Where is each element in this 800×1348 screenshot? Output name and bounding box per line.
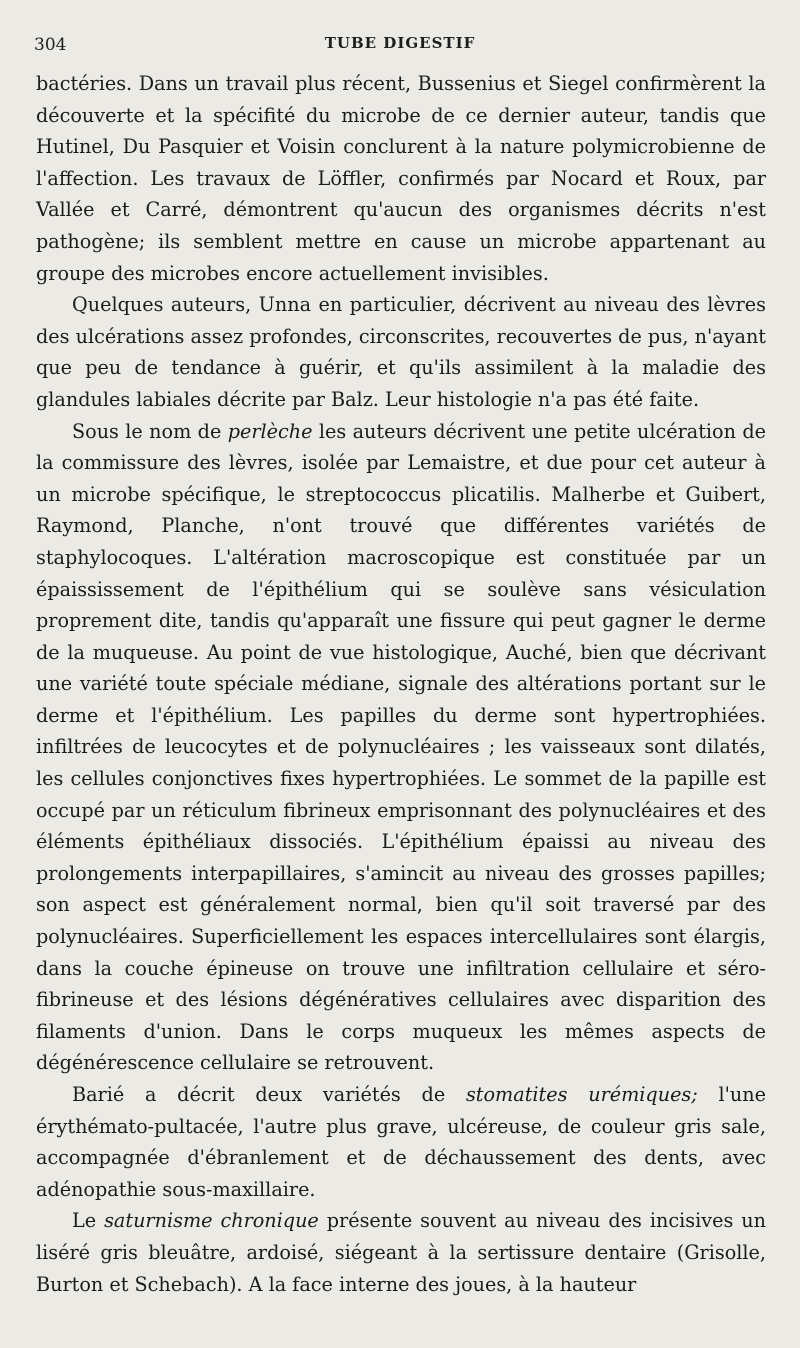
paragraph-5 bbox=[36, 1205, 766, 1300]
paragraph-1 bbox=[36, 68, 766, 289]
paragraph-4-text-b: l'une érythémato-pultacée, l'autre plus grave, ulcéreuse, de couleur gris sale, accompagnée d'ébranlement et de déchaussement des dents, avec adénopathie sous-maxillaire. bbox=[36, 1083, 766, 1201]
paragraph-3-text-b: les auteurs décrivent une petite ulcération de la commissure des lèvres, isolée par Lemaistre, et due pour cet auteur à un microbe spécifique, le streptococcus plicatilis. Malherbe et Guibert, Raymond, Planche, n'ont trouvé que différentes variétés de staphylocoques. L'altération macroscopique est constituée par un épaississement de l'épithélium qui se soulève sans vésiculation proprement dite, tandis qu'apparaît une fissure qui peut gagner le derme de la muqueuse. Au point de vue histologique, Auché, bien que décrivant une variété toute spéciale médiane, signale des altérations portant sur le derme et l'épithélium. Les papilles du derme sont hypertrophiées. infiltrées de leucocytes et de polynucléaires ; les vaisseaux sont dilatés, les cellules conjonctives fixes hypertrophiées. Le sommet de la papille est occupé par un réticulum fibrineux emprisonnant des polynucléaires et des éléments épithéliaux dissociés. L'épithélium épaissi au niveau des prolongements interpapillaires, s'amincit au niveau des grosses papilles; son aspect est généralement normal, bien qu'il soit traversé par des polynucléaires. Superficiellement les espaces intercellulaires sont élargis, dans la couche épineuse on trouve une infiltration cellulaire et séro-fibrineuse et des lésions dégénératives cellulaires avec disparition des filaments d'union. Dans le corps muqueux les mêmes aspects de dégénérescence cellulaire se retrouvent. bbox=[36, 419, 767, 1075]
paragraph-4-text-a: Barié a décrit deux variétés de bbox=[72, 1083, 466, 1106]
paragraph-3-italic-term: perlèche bbox=[227, 419, 313, 443]
body-text bbox=[36, 68, 766, 1300]
running-title: TUBE DIGESTIF bbox=[324, 34, 476, 52]
page-number: 304 bbox=[34, 35, 67, 55]
paragraph-5-text-a: Le bbox=[72, 1209, 105, 1233]
paragraph-4 bbox=[36, 1079, 766, 1205]
page-header bbox=[34, 30, 766, 58]
paragraph-1-text: bactéries. Dans un travail plus récent, Bussenius et Siegel confirmèrent la découverte et la spécifité du microbe de ce dernier auteur, tandis que Hutinel, Du Pasquier et Voisin conclurent à la nature polymicrobienne de l'affection. Les travaux de Löffler, confirmés par Nocard et Roux, par Vallée et Carré, démontrent qu'aucun des organismes décrits n'est pathogène; ils semblent mettre en cause un microbe appartenant au groupe des microbes encore actuellement invisibles. bbox=[36, 72, 766, 285]
paragraph-5-text-b: présente souvent au niveau des incisives un liséré gris bleuâtre, ardoisé, siégeant à la sertissure dentaire (Grisolle, Burton et Schebach). A la face interne des joues, à la hauteur bbox=[36, 1209, 766, 1296]
paragraph-3 bbox=[36, 416, 766, 1079]
paragraph-5-italic-term: saturnisme chronique bbox=[104, 1209, 319, 1233]
paragraph-4-italic-term: stomatites urémiques; bbox=[465, 1083, 698, 1106]
paragraph-2-text: Quelques auteurs, Unna en particulier, décrivent au niveau des lèvres des ulcérations assez profondes, circonscrites, recouvertes de pus, n'ayant que peu de tendance à guérir, et qu'ils assimilent à la maladie des glandules labiales décrite par Balz. Leur histologie n'a pas été faite. bbox=[36, 293, 767, 411]
paragraph-2 bbox=[36, 289, 766, 415]
paragraph-3-text-a: Sous le nom de bbox=[72, 419, 228, 443]
